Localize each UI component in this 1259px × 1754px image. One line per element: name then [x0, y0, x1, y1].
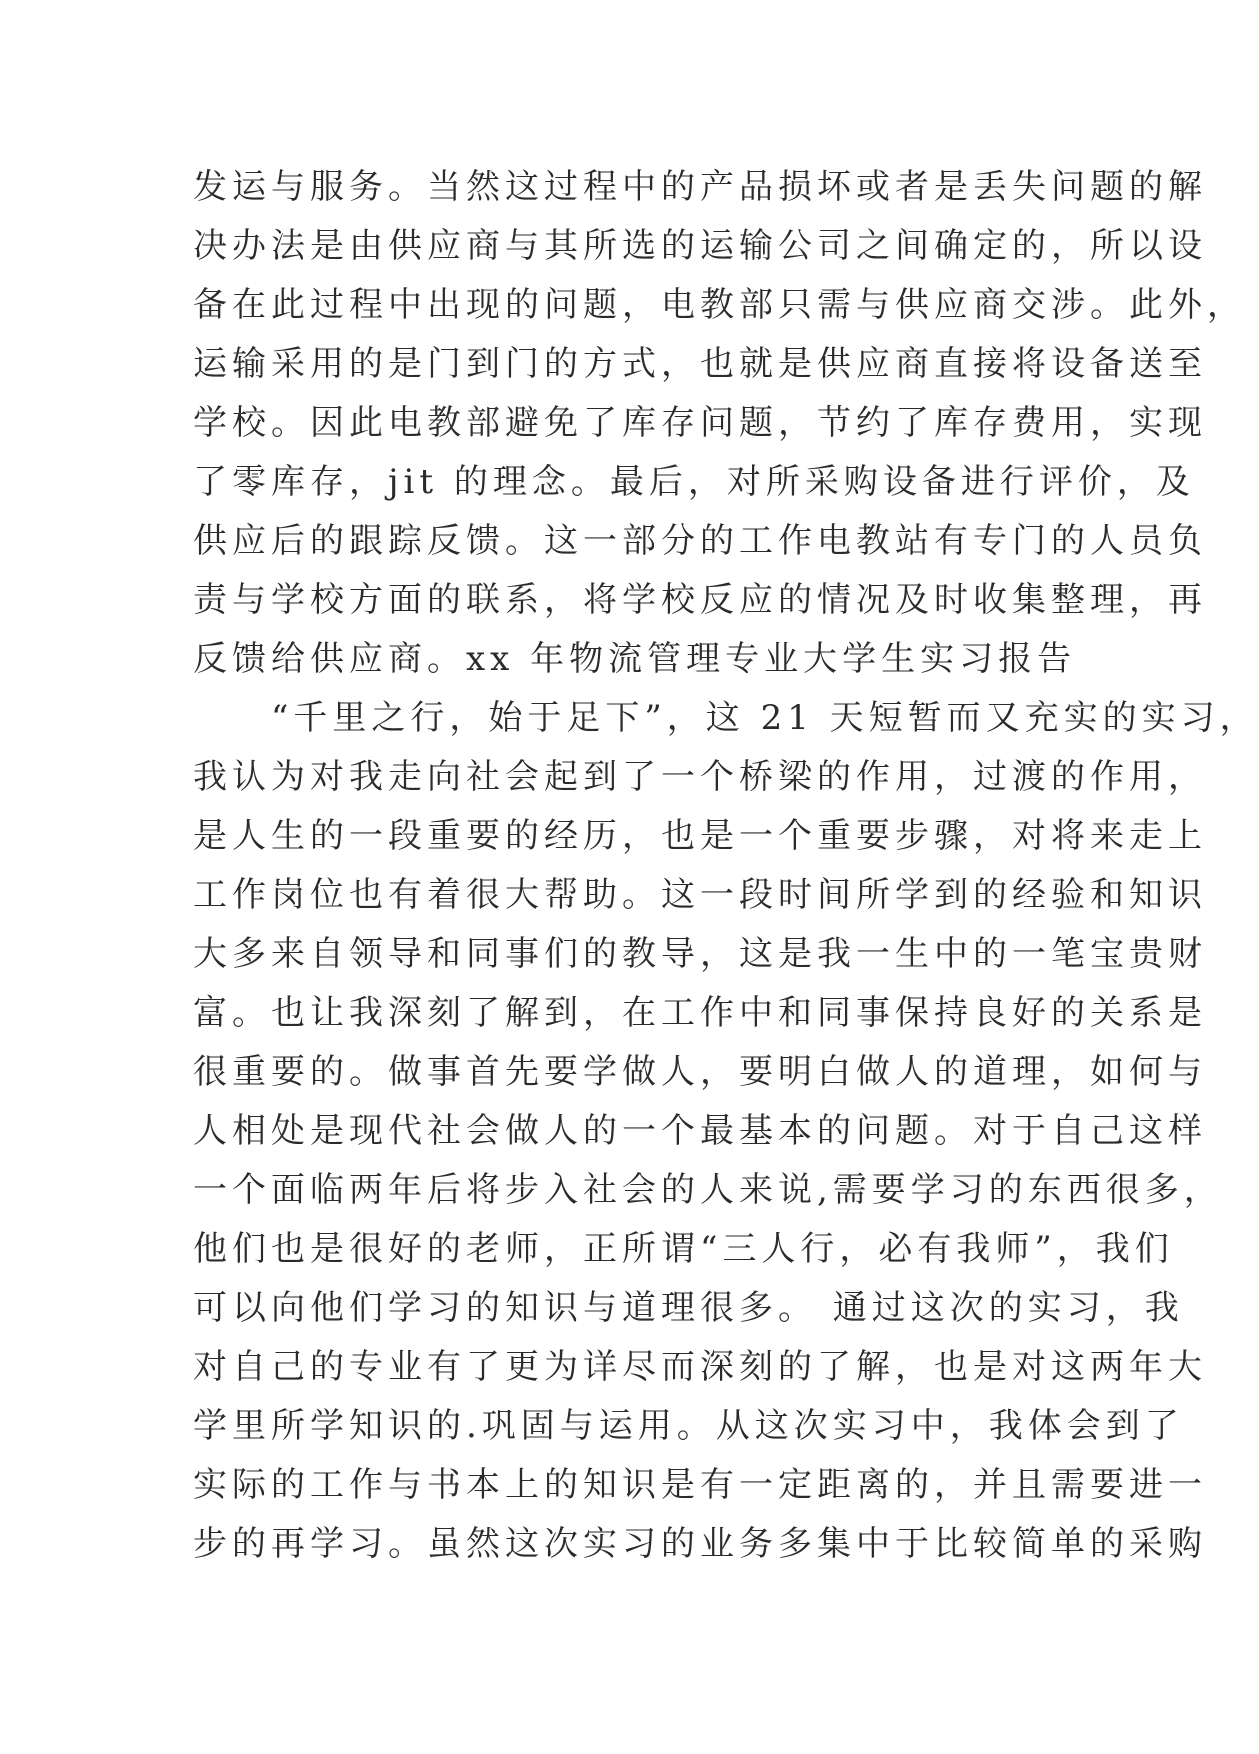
text-line: 学里所学知识的.巩固与运用。从这次实习中，我体会到了: [193, 1406, 1184, 1446]
text-line: 可以向他们学习的知识与道理很多。 通过这次的实习，我: [193, 1288, 1184, 1328]
text-line: 责与学校方面的联系，将学校反应的情况及时收集整理，再: [193, 580, 1207, 620]
text-line: 人相处是现代社会做人的一个最基本的问题。对于自己这样: [193, 1111, 1207, 1151]
body-text: [193, 158, 1259, 1574]
text-line: 了零库存，jit 的理念。最后，对所采购设备进行评价，及: [193, 462, 1195, 502]
text-line: 很重要的。做事首先要学做人，要明白做人的道理，如何与: [193, 1052, 1207, 1092]
paragraph-start-line: “千里之行，始于足下”，这 21 天短暂而又充实的实习，: [193, 698, 1259, 738]
text-line: 实际的工作与书本上的知识是有一定距离的，并且需要进一: [193, 1465, 1207, 1505]
text-line: 大多来自领导和同事们的教导，这是我一生中的一笔宝贵财: [193, 934, 1207, 974]
text-line: 工作岗位也有着很大帮助。这一段时间所学到的经验和知识: [193, 875, 1207, 915]
text-line: 一个面临两年后将步入社会的人来说,需要学习的东西很多，: [193, 1170, 1223, 1210]
text-line: 供应后的跟踪反馈。这一部分的工作电教站有专门的人员负: [193, 521, 1207, 561]
text-line: 反馈给供应商。xx 年物流管理专业大学生实习报告: [193, 639, 1077, 679]
text-line: 他们也是很好的老师，正所谓“三人行，必有我师”，我们: [193, 1229, 1174, 1269]
text-line: 备在此过程中出现的问题，电教部只需与供应商交涉。此外，: [193, 285, 1246, 325]
text-line: 发运与服务。当然这过程中的产品损坏或者是丢失问题的解: [193, 167, 1207, 207]
text-line: 运输采用的是门到门的方式，也就是供应商直接将设备送至: [193, 344, 1207, 384]
text-line: 对自己的专业有了更为详尽而深刻的了解，也是对这两年大: [193, 1347, 1207, 1387]
text-line: 富。也让我深刻了解到，在工作中和同事保持良好的关系是: [193, 993, 1207, 1033]
text-line: 步的再学习。虽然这次实习的业务多集中于比较简单的采购: [193, 1524, 1207, 1564]
text-line: 决办法是由供应商与其所选的运输公司之间确定的，所以设: [193, 226, 1207, 266]
text-line: 是人生的一段重要的经历，也是一个重要步骤，对将来走上: [193, 816, 1207, 856]
text-line: 学校。因此电教部避免了库存问题，节约了库存费用，实现: [193, 403, 1207, 443]
text-line: 我认为对我走向社会起到了一个桥梁的作用，过渡的作用，: [193, 757, 1207, 797]
